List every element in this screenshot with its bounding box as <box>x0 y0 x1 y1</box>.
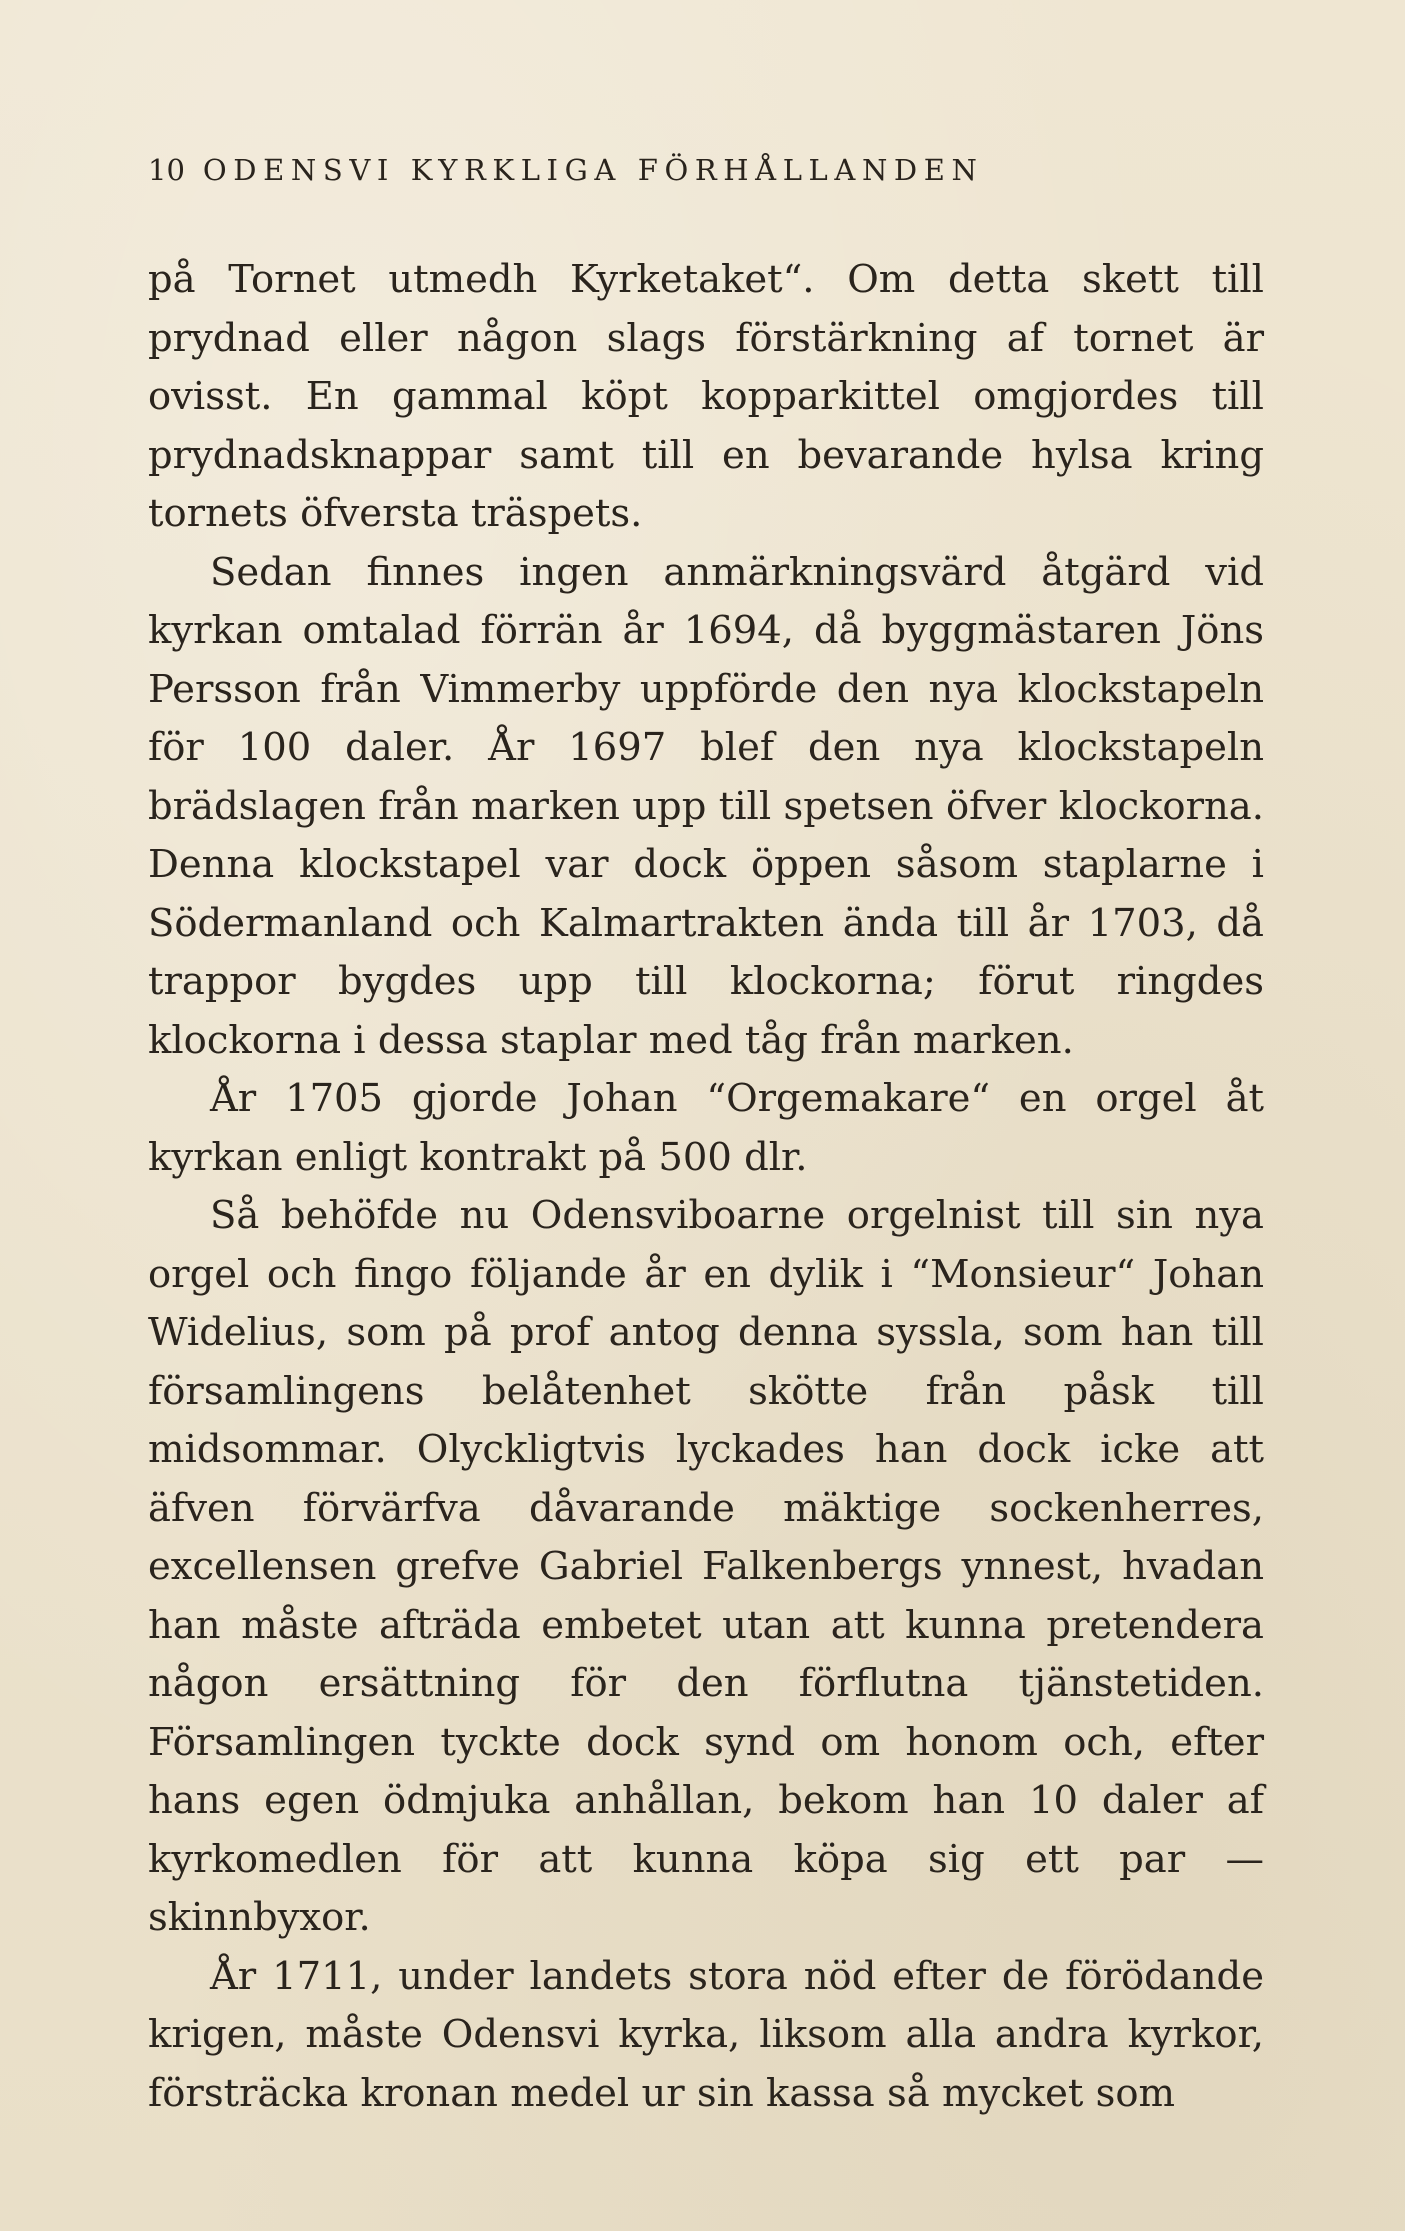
running-head-title: ODENSVI KYRKLIGA FÖRHÅLLANDEN <box>202 153 984 187</box>
paragraph: Sedan finnes ingen anmärkningsvärd åtgärd vid kyrkan omtalad förrän år 1694, då byggmästaren Jöns Persson från Vimmerby uppförde den nya klockstapeln för 100 daler. År 1697 blef den nya klockstapeln brädslagen från marken upp till spetsen öfver klockorna. Denna klockstapel var dock öppen såsom staplarne i Södermanland och Kalmartrakten ända till år 1703, då trappor bygdes upp till klockorna; förut ringdes klockorna i dessa staplar med tåg från marken. <box>148 549 1264 1063</box>
paragraph: Så behöfde nu Odensviboarne orgelnist till sin nya orgel och fingo följande år en dylik i “Monsieur“ Johan Widelius, som på prof antog denna syssla, som han till församlingens belåtenhet skötte från påsk till midsommar. Olyckligtvis lyckades han dock icke att äfven förvärfva dåvarande mäktige sockenherres, excellensen grefve Gabriel Falkenbergs ynnest, hvadan han måste afträda embetet utan att kunna pretendera någon ersättning för den förflutna tjänstetiden. Församlingen tyckte dock synd om honom och, efter hans egen ödmjuka anhållan, bekom han 10 daler af kyrkomedlen för att kunna köpa sig ett par — skinnbyxor. <box>148 1193 1264 1940</box>
paragraph: År 1711, under landets stora nöd efter de förödande krigen, måste Odensvi kyrka, liksom alla andra kyrkor, försträcka kronan medel ur sin kassa så mycket som <box>148 1953 1264 2116</box>
page-content <box>148 150 1264 2123</box>
page-number: 10 <box>148 153 185 187</box>
paragraph-continued: på Tornet utmedh Kyrketaket“. Om detta skett till prydnad eller någon slags förstärkning af tornet är ovisst. En gammal köpt kopparkittel omgjordes till prydnadsknappar samt till en bevarande hylsa kring tornets öfversta träspets. <box>148 257 1264 536</box>
paragraph: År 1705 gjorde Johan “Orgemakare“ en orgel åt kyrkan enligt kontrakt på 500 dlr. <box>148 1076 1264 1180</box>
body-text <box>148 251 1264 2123</box>
running-head <box>148 150 1264 190</box>
